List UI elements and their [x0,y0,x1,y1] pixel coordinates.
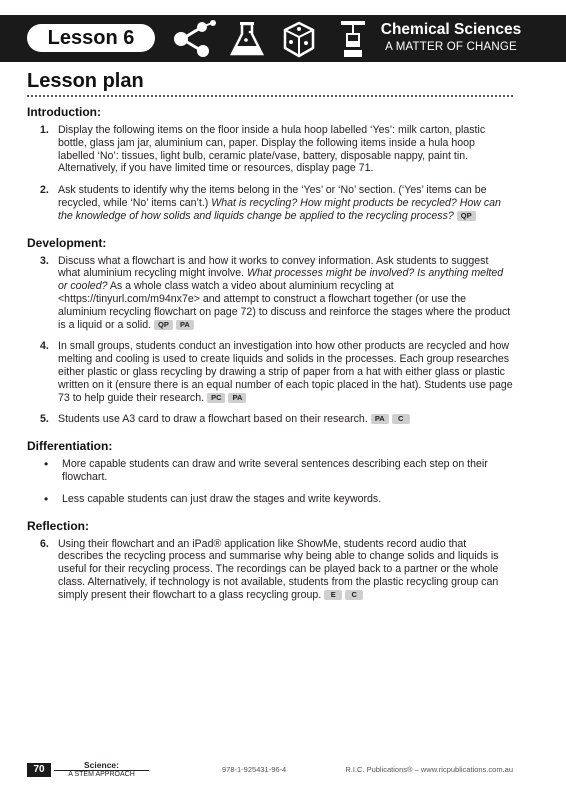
bullet: • [44,457,49,472]
brand-subtitle: A MATTER OF CHANGE [385,41,517,53]
strategy-tag: E [324,590,342,600]
lesson-number: Lesson 6 [27,24,155,52]
list-item [27,340,513,404]
strategy-tag: PA [371,414,389,424]
bullet-item [27,458,513,484]
item-text: Ask students to identify why the items belong in the ‘Yes’ or ‘No’ section. (‘Yes’ items can be recycled, while ‘No’ items can’t.) [58,184,487,209]
title-divider [27,95,513,97]
series-brand [376,21,526,55]
cube-icon [277,18,319,60]
experiment-icon [338,18,368,60]
footer-brand [54,761,149,779]
list-item [27,255,513,332]
item-number: 1. [40,124,49,136]
item-text: As a whole class watch a video about aluminium recycling at <https://tinyurl.com/m94nx7e> and attempt to construct a flowchart together (or use the aluminium recycling flowchart on page 72) to discuss and reinforce the stages where the product is a liquid or a solid. [58,280,511,331]
item-text: Using their flowchart and an iPad® application like ShowMe, students record audio that describes the recycling process and summarise why being able to change solids and liquids is useful for their recycling process. The recordings can be played back to a partner or the whole class. Alternatively, if technology is not available, students from the plastic recycling group can simply present their flowchart to a glass recycling group. [58,537,499,601]
item-text: Students use A3 card to draw a flowchart based on their research. [58,413,368,426]
item-text: More capable students can draw and write several sentences describing each step on their flowchart. [62,458,488,483]
list-item [27,538,513,602]
item-number: 4. [40,340,49,353]
section-heading-reflection: Reflection: [27,518,90,533]
flask-icon [226,18,268,60]
strategy-tag: PA [228,393,246,403]
bullet: • [44,491,49,506]
page-title: Lesson plan [27,70,144,92]
strategy-tag: C [345,590,363,600]
strategy-tag: C [392,414,410,424]
item-text: In small groups, students conduct an investigation into how other products are recycled and how melting and cooling is used to create liquids and solids in the processes. Each group researches either plastic or glass recycling by drawing a strip of paper from a hat with either glass or plastic written on it (ensure there is an equal number of each topic placed in the hat). Students use page 73 to help guide their research. [58,340,513,404]
footer-brand-subtitle: A STEM APPROACH [54,770,149,779]
page-number: 70 [27,763,51,777]
molecule-icon [168,17,218,61]
section-heading-introduction: Introduction: [27,105,101,119]
list-item [27,184,513,222]
list-item [27,124,513,175]
page-footer [27,760,513,780]
section-heading-development: Development: [27,235,107,250]
isbn: 978-1-925431-96-4 [222,765,287,774]
item-number: 2. [40,184,49,197]
list-item [27,413,513,426]
section-heading-differentiation: Differentiation: [27,439,113,454]
footer-brand-title: Science: [84,760,119,770]
brand-title: Chemical Sciences [380,21,522,38]
strategy-tag: PC [207,393,225,403]
item-questions: What processes might be involved? Is anything melted or cooled? [58,267,504,293]
item-text: Less capable students can just draw the stages and write keywords. [62,492,382,505]
item-text: Display the following items on the floor inside a hula hoop labelled ‘Yes’: milk carton, plastic bottle, glass jam jar, aluminium can, paper. Display the following items inside a hula hoop labelled ‘No’: tissues, light bulb, ceramic plate/vase, battery, disposable nappy, paint tin. Alternatively, if you have limited time or resources, display page 71. [58,124,486,175]
publisher-credit: R.I.C. Publications® – www.ricpublications.com.au [345,765,513,774]
strategy-tag: QP [457,211,476,221]
strategy-tag: QP [154,320,173,330]
lesson-content [27,104,513,611]
item-number: 3. [40,254,49,267]
item-questions: What is recycling? How might products be recycled? How can the knowledge of how solids and liquids change be applied to the recycling process? [58,196,501,222]
page-header [0,15,566,62]
bullet-item [27,493,513,506]
item-text: Discuss what a flowchart is and how it works to convey information. Ask students to suggest what aluminium recycling might involve. [58,254,489,280]
item-number: 6. [40,537,49,550]
item-number: 5. [40,413,49,426]
strategy-tag: PA [176,320,194,330]
